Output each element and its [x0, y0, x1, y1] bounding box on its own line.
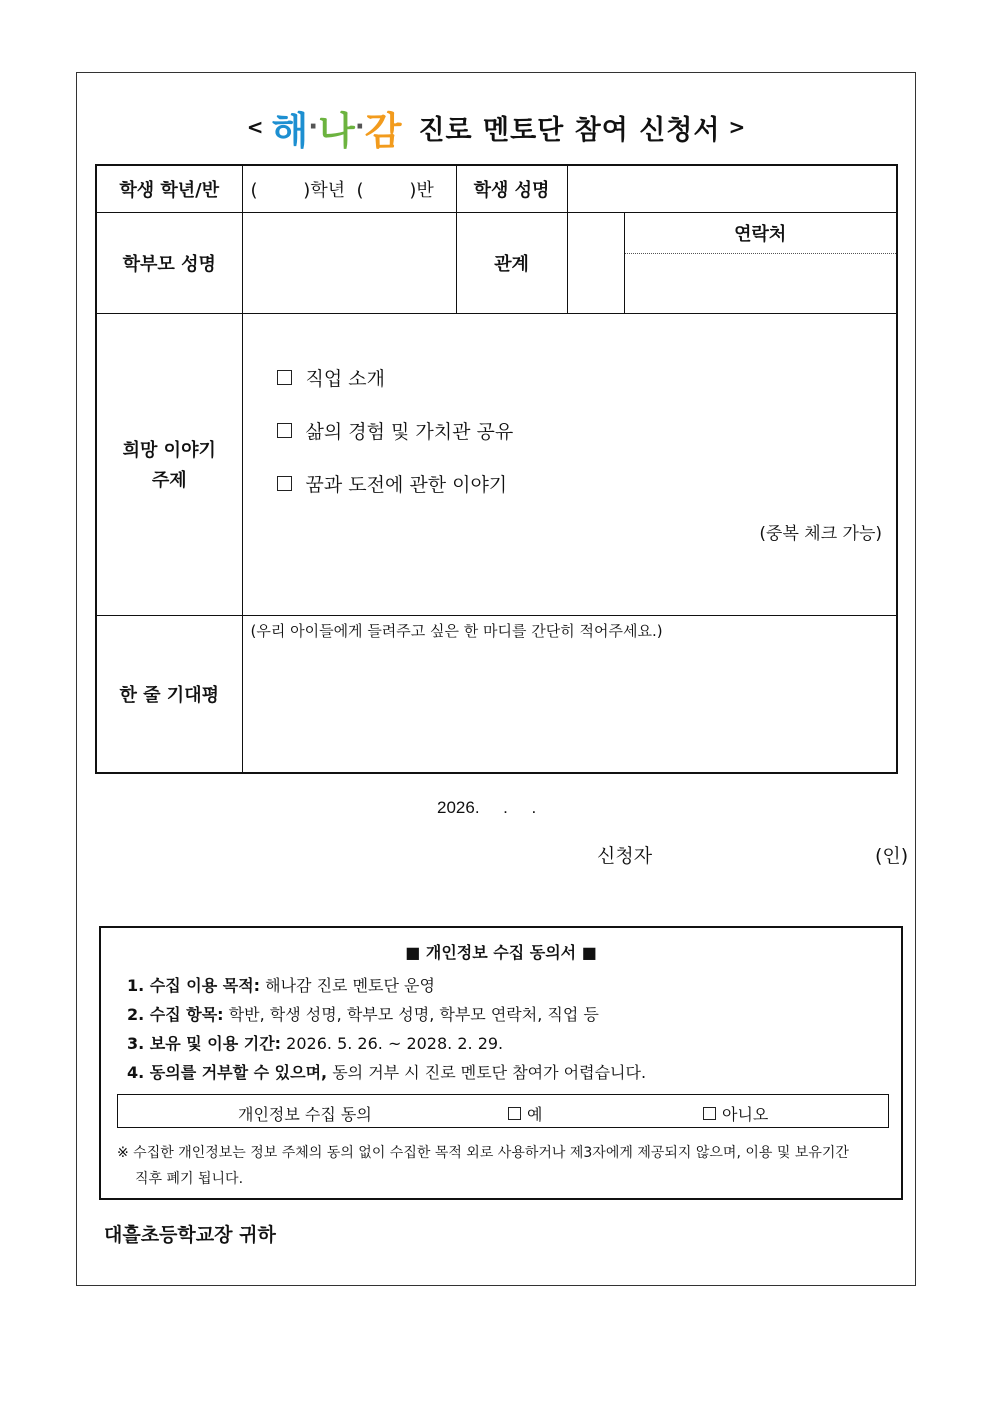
- hope-option-dreams-challenges[interactable]: [277, 470, 897, 497]
- consent-note: [117, 1140, 893, 1192]
- checkbox-icon[interactable]: [277, 370, 292, 385]
- student-grade-field[interactable]: [242, 165, 456, 212]
- consent-title: ■ 개인정보 수집 동의서 ■: [405, 943, 597, 962]
- seal-label: (인): [875, 845, 909, 867]
- consent-agree-row: [117, 1094, 889, 1128]
- contact-label: 연락처: [625, 213, 897, 254]
- comment-hint: (우리 아이들에게 들려주고 싶은 한 마디를 간단히 적어주세요.): [250, 621, 663, 640]
- addressee: 대흘초등학교장 귀하: [104, 1224, 276, 1246]
- consent-yes-label: 예: [527, 1105, 543, 1124]
- hope-option-job-intro[interactable]: [277, 364, 897, 391]
- consent-item: 3. 보유 및 이용 기간: 2026. 5. 26. ~ 2028. 2. 29.: [127, 1034, 504, 1053]
- consent-note-line2: 직후 폐기 됩니다.: [135, 1171, 244, 1187]
- hope-option-label: 꿈과 도전에 관한 이야기: [305, 473, 508, 496]
- hope-topic-label: [96, 313, 242, 615]
- relation-label: 관계: [456, 212, 567, 313]
- logo-char-3: 감: [364, 108, 401, 153]
- haenagam-logo: 해 · 나 · 감: [272, 100, 401, 155]
- privacy-consent-box: [99, 926, 903, 1200]
- comment-field[interactable]: [242, 615, 897, 773]
- logo-char-2: 나: [318, 108, 354, 153]
- contact-cell: [624, 212, 897, 313]
- hope-topic-label-line1: 희망 이야기: [122, 440, 216, 461]
- student-grade-value: ( )학년 ( )반: [250, 179, 434, 201]
- checkbox-icon[interactable]: [508, 1107, 521, 1120]
- consent-item: 4. 동의를 거부할 수 있으며, 동의 거부 시 진로 멘토단 참여가 어렵습니다.: [127, 1063, 647, 1082]
- hope-option-label: 삶의 경험 및 가치관 공유: [305, 420, 514, 443]
- checkbox-icon[interactable]: [277, 476, 292, 491]
- consent-yes-option[interactable]: [508, 1102, 542, 1125]
- student-name-field[interactable]: [567, 165, 897, 212]
- consent-agree-label: 개인정보 수집 동의: [238, 1105, 372, 1124]
- duplicate-check-note: (중복 체크 가능): [759, 523, 882, 544]
- logo-char-1: 해: [271, 108, 308, 153]
- hope-option-life-experience[interactable]: [277, 417, 897, 444]
- hope-topic-cell: [242, 313, 897, 615]
- title-bracket-close: >: [728, 115, 746, 139]
- application-date: 2026. . .: [437, 798, 537, 817]
- consent-items: [127, 971, 901, 1087]
- title-bracket-open: <: [246, 115, 264, 139]
- hope-option-label: 직업 소개: [305, 367, 385, 390]
- student-grade-label: 학생 학년/반: [96, 165, 242, 212]
- title-text: 진로 멘토단 참여 신청서: [418, 114, 721, 146]
- consent-no-label: 아니오: [722, 1105, 769, 1124]
- consent-item: 2. 수집 항목: 학반, 학생 성명, 학부모 성명, 학부모 연락처, 직업 등: [127, 1005, 599, 1024]
- applicant-label: 신청자: [597, 845, 653, 867]
- parent-name-field[interactable]: [242, 212, 456, 313]
- application-form-table: [95, 164, 898, 774]
- consent-no-option[interactable]: [703, 1102, 768, 1125]
- contact-field[interactable]: [625, 254, 897, 312]
- checkbox-icon[interactable]: [277, 423, 292, 438]
- student-name-label: 학생 성명: [456, 165, 567, 212]
- hope-topic-label-line2: 주제: [151, 470, 187, 491]
- document-title: [0, 102, 992, 152]
- relation-field[interactable]: [567, 212, 624, 313]
- comment-label: 한 줄 기대평: [96, 615, 242, 773]
- parent-name-label: 학부모 성명: [96, 212, 242, 313]
- consent-note-line1: ※ 수집한 개인정보는 정보 주체의 동의 없이 수집한 목적 외로 사용하거나 제3자에게 제공되지 않으며, 이용 및 보유기간: [117, 1145, 849, 1161]
- hope-topic-options: [243, 314, 897, 497]
- checkbox-icon[interactable]: [703, 1107, 716, 1120]
- consent-item: 1. 수집 이용 목적: 해나감 진로 멘토단 운영: [127, 976, 435, 995]
